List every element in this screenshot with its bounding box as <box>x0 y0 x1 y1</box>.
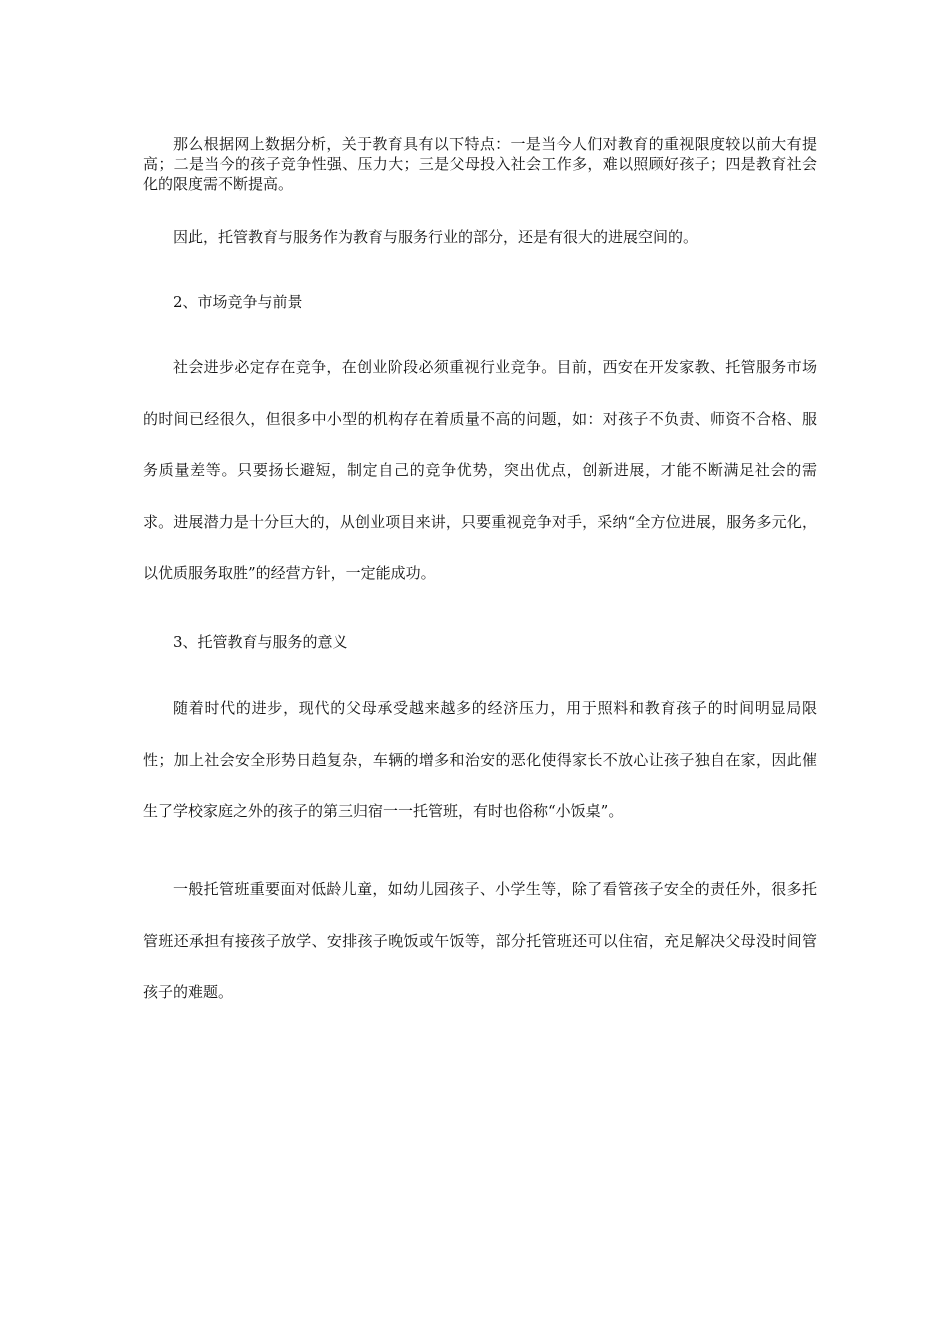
paragraph-market-competition: 社会进步必定存在竞争，在创业阶段必须重视行业竞争。目前，西安在开发家教、托管服务市场的时间已经很久，但很多中小型的机构存在着质量不高的问题，如：对孩子不负责、师资不合格、服务质量差等。只要扬长避短，制定自己的竞争优势，突出优点，创新进展，才能不断满足社会的需求。进展潜力是十分巨大的，从创业项目来讲，只要重视竞争对手，采纳“全方位进展，服务多元化，以优质服务取胜”的经营方针，一定能成功。 <box>143 358 817 582</box>
paragraph-education-features: 那么根据网上数据分析，关于教育具有以下特点：一是当今人们对教育的重视限度较以前大有提高；二是当今的孩子竞争性强、压力大；三是父母投入社会工作多，难以照顾好孩子；四是教育社会化的限度需不断提高。 <box>143 135 817 193</box>
paragraph-development-space: 因此，托管教育与服务作为教育与服务行业的部分，还是有很大的进展空间的。 <box>173 228 699 246</box>
paragraph-daycare-target: 一般托管班重要面对低龄儿童，如幼儿园孩子、小学生等，除了看管孩子安全的责任外，很多托管班还承担有接孩子放学、安排孩子晚饭或午饭等，部分托管班还可以住宿，充足解决父母没时间管孩子的难题。 <box>143 880 817 1001</box>
paragraph-significance: 随着时代的进步，现代的父母承受越来越多的经济压力，用于照料和教育孩子的时间明显局限性；加上社会安全形势日趋复杂，车辆的增多和治安的恶化使得家长不放心让孩子独自在家，因此催生了学校家庭之外的孩子的第三归宿一一托管班，有时也俗称“小饭桌”。 <box>143 699 817 820</box>
section-heading-significance: 3、托管教育与服务的意义 <box>173 633 348 651</box>
section-heading-market-competition: 2、市场竞争与前景 <box>173 293 303 311</box>
